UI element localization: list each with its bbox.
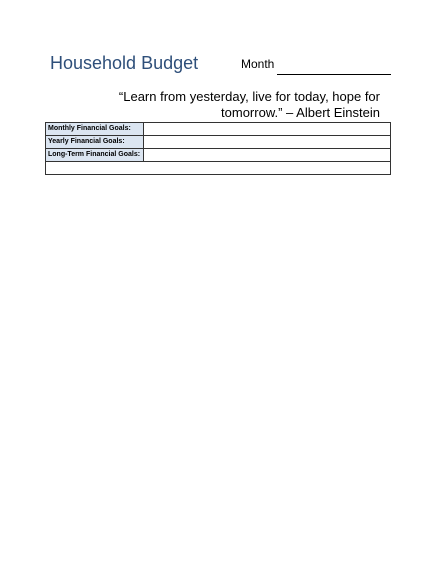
table-row — [46, 149, 391, 162]
month-label: Month — [241, 57, 275, 71]
monthly-goals-label: Monthly Financial Goals: — [46, 123, 144, 136]
page-title: Household Budget — [50, 53, 199, 73]
month-input-line[interactable] — [277, 74, 391, 75]
quote-text: “Learn from yesterday, live for today, hope for tomorrow.” – Albert Einstein — [118, 89, 380, 120]
table-row — [46, 136, 391, 149]
yearly-goals-field[interactable] — [144, 136, 391, 149]
long-term-goals-field[interactable] — [144, 149, 391, 162]
monthly-goals-field[interactable] — [144, 123, 391, 136]
yearly-goals-label: Yearly Financial Goals: — [46, 136, 144, 149]
table-row — [46, 162, 391, 175]
financial-goals-table — [45, 122, 391, 175]
blank-notes-field[interactable] — [46, 162, 391, 175]
long-term-goals-label: Long-Term Financial Goals: — [46, 149, 144, 162]
table-row — [46, 123, 391, 136]
